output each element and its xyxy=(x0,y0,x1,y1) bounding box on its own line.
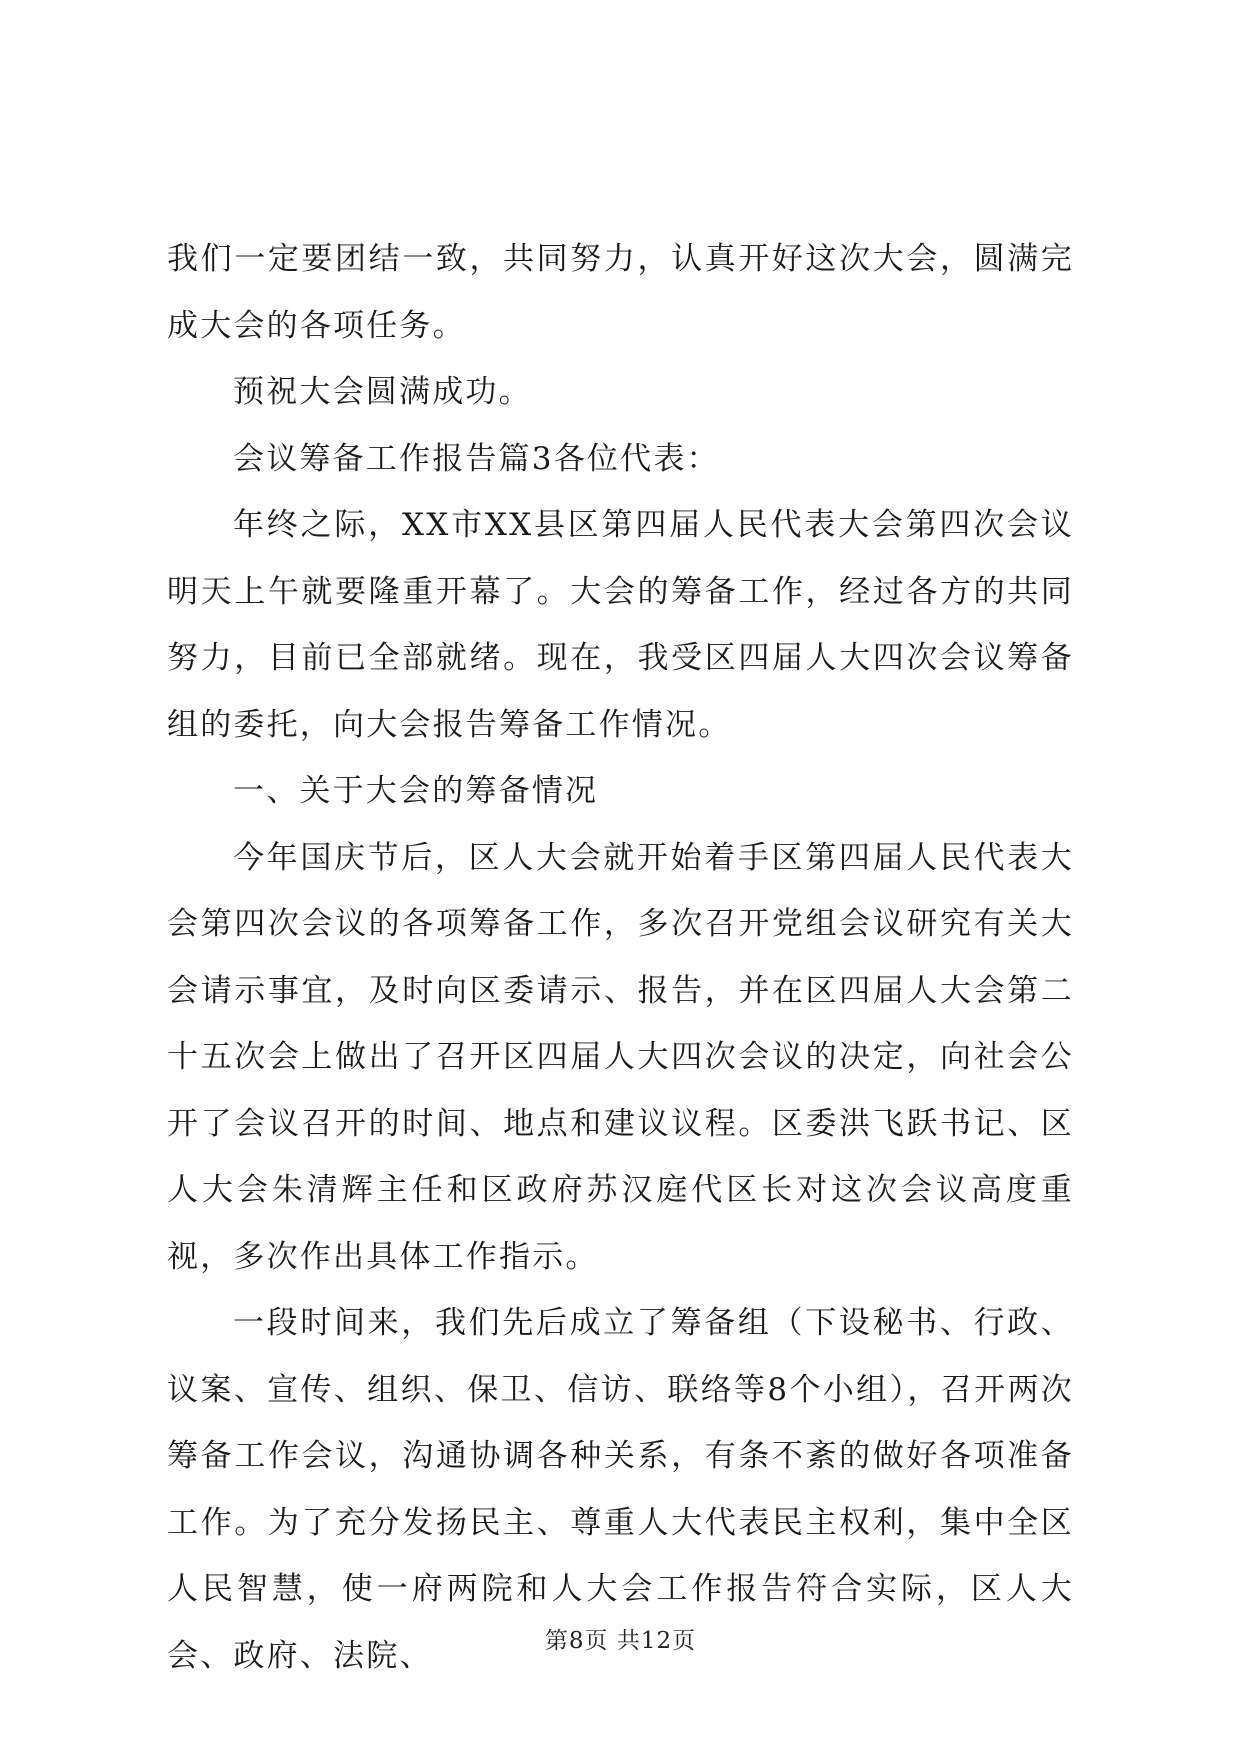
paragraph-working-groups: 一段时间来，我们先后成立了筹备组（下设秘书、行政、议案、宣传、组织、保卫、信访、联络等8个小组），召开两次筹备工作会议，沟通协调各种关系，有条不紊的做好各项准备工作。为了充分发扬民主、尊重人大代表民主权利，集中全区人民智慧，使一府两院和人大会工作报告符合实际，区人大会、政府、法院、 xyxy=(167,1305,1074,1674)
paragraph-section-title: 会议筹备工作报告篇3各位代表： xyxy=(233,440,720,477)
paragraph-wish: 预祝大会圆满成功。 xyxy=(233,374,532,410)
page-number-footer: 第8页 共12页 xyxy=(544,1628,697,1654)
paragraph-heading-one: 一、关于大会的筹备情况 xyxy=(233,773,599,809)
paragraph-preparation: 今年国庆节后，区人大会就开始着手区第四届人民代表大会第四次会议的各项筹备工作，多次召开党组会议研究有关大会请示事宜，及时向区委请示、报告，并在区四届人大会第二十五次会上做出了召开区四届人大四次会议的决定，向社会公开了会议召开的时间、地点和建议议程。区委洪飞跃书记、区人大会朱清辉主任和区政府苏汉庭代区长对这次会议高度重视，多次作出具体工作指示。 xyxy=(167,839,1074,1275)
document-body xyxy=(167,226,1074,1689)
paragraph-intro: 年终之际，XX市XX县区第四届人民代表大会第四次会议明天上午就要隆重开幕了。大会的筹备工作，经过各方的共同努力，目前已全部就绪。现在，我受区四届人大四次会议筹备组的委托，向大会报告筹备工作情况。 xyxy=(167,507,1074,743)
paragraph-continuation: 我们一定要团结一致，共同努力，认真开好这次大会，圆满完成大会的各项任务。 xyxy=(167,241,1074,344)
